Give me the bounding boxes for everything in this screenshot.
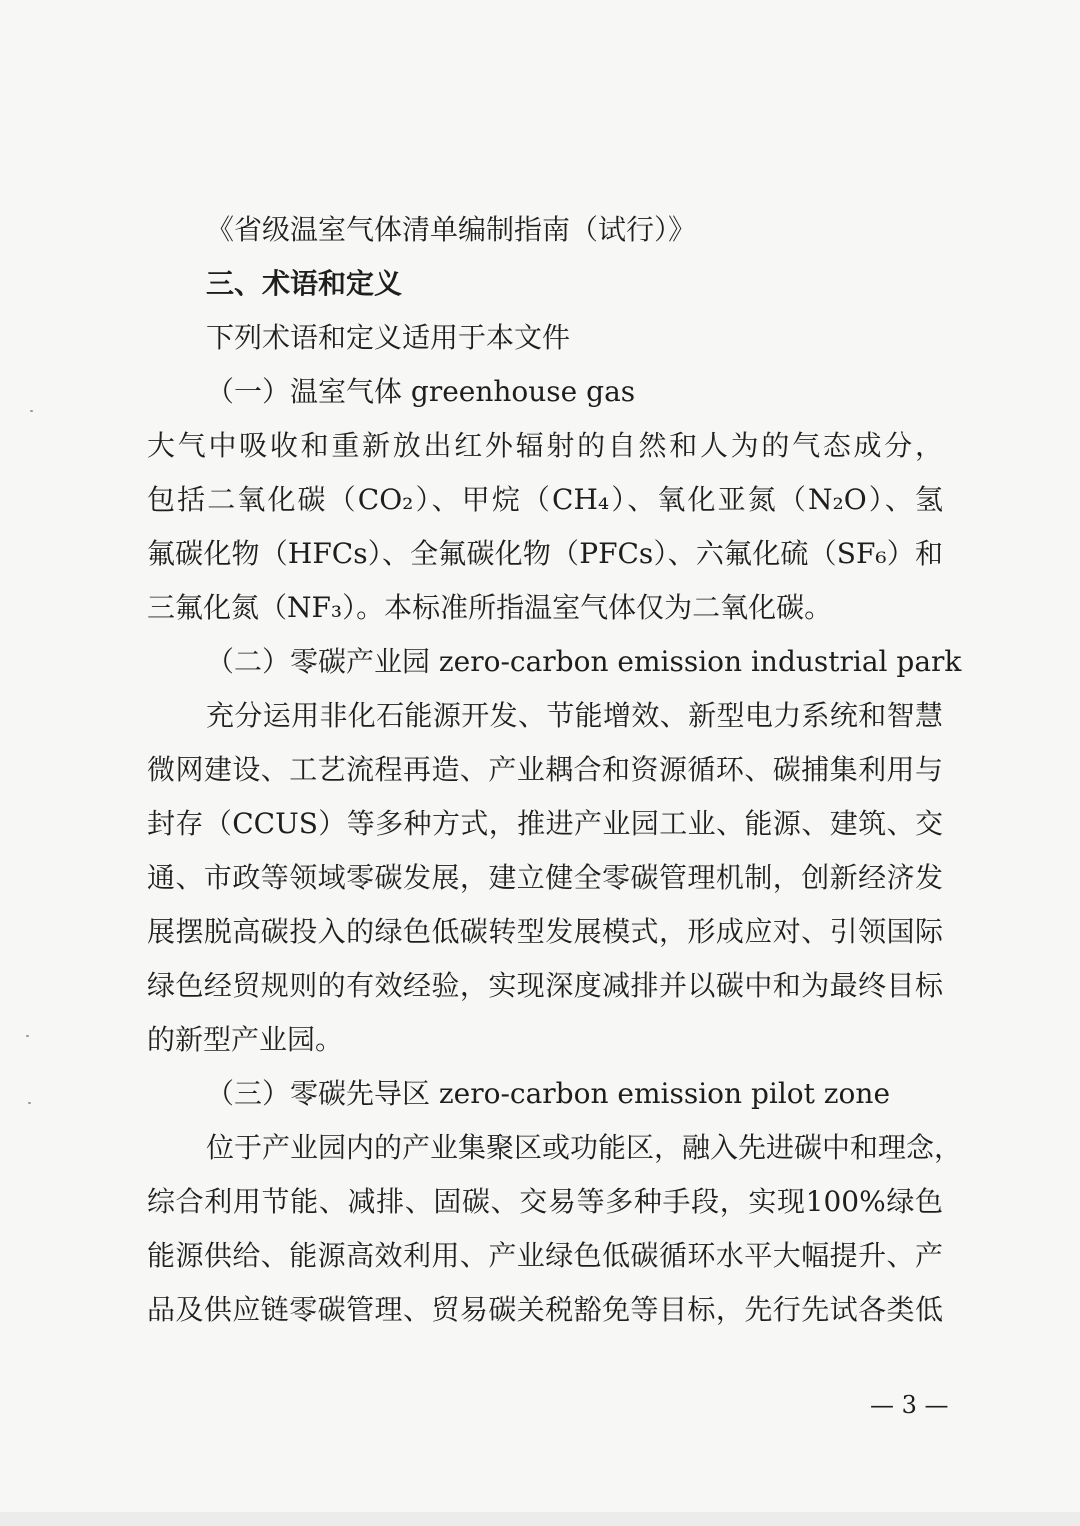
term1-line: 包括二氧化碳（CO₂）、甲烷（CH₄）、氧化亚氮（N₂O）、氢 (147, 483, 943, 516)
scan-bottom-edge (0, 1512, 1080, 1526)
term3-line: 位于产业园内的产业集聚区或功能区，融入先进碳中和理念， (206, 1131, 963, 1164)
term2-line: 充分运用非化石能源开发、节能增效、新型电力系统和智慧 (206, 699, 943, 732)
term1-line: 大气中吸收和重新放出红外辐射的自然和人为的气态成分， (147, 429, 943, 462)
term1-line: 三氟化氮（NF₃）。本标准所指温室气体仅为二氧化碳。 (147, 591, 833, 624)
term2-line: 的新型产业园。 (147, 1023, 344, 1056)
term3-line: 综合利用节能、减排、固碳、交易等多种手段，实现100%绿色 (147, 1185, 943, 1218)
term2-line: 通、市政等领域零碳发展，建立健全零碳管理机制，创新经济发 (147, 861, 943, 894)
term1-heading: （一）温室气体 greenhouse gas (206, 375, 636, 408)
term1-line: 氟碳化物（HFCs）、全氟碳化物（PFCs）、六氟化硫（SF₆）和 (147, 537, 943, 570)
page-number: — 3 — (870, 1391, 949, 1419)
scan-speck (28, 1102, 31, 1104)
term3-line: 品及供应链零碳管理、贸易碳关税豁免等目标，先行先试各类低 (147, 1293, 943, 1326)
term2-line: 展摆脱高碳投入的绿色低碳转型发展模式，形成应对、引领国际 (147, 915, 943, 948)
term2-line: 封存（CCUS）等多种方式，推进产业园工业、能源、建筑、交 (147, 807, 943, 840)
intro-paragraph: 下列术语和定义适用于本文件 (206, 321, 571, 354)
term3-heading: （三）零碳先导区 zero-carbon emission pilot zone (206, 1077, 891, 1110)
scan-speck (26, 1035, 29, 1037)
guide-title-reference: 《省级温室气体清单编制指南（试行）》 (206, 213, 697, 246)
term2-line: 绿色经贸规则的有效经验，实现深度减排并以碳中和为最终目标 (147, 969, 943, 1002)
section-heading: 三、术语和定义 (206, 267, 403, 300)
scan-speck (30, 410, 33, 412)
term3-line: 能源供给、能源高效利用、产业绿色低碳循环水平大幅提升、产 (147, 1239, 943, 1272)
term2-line: 微网建设、工艺流程再造、产业耦合和资源循环、碳捕集利用与 (147, 753, 943, 786)
term2-heading: （二）零碳产业园 zero-carbon emission industrial park (206, 645, 962, 678)
